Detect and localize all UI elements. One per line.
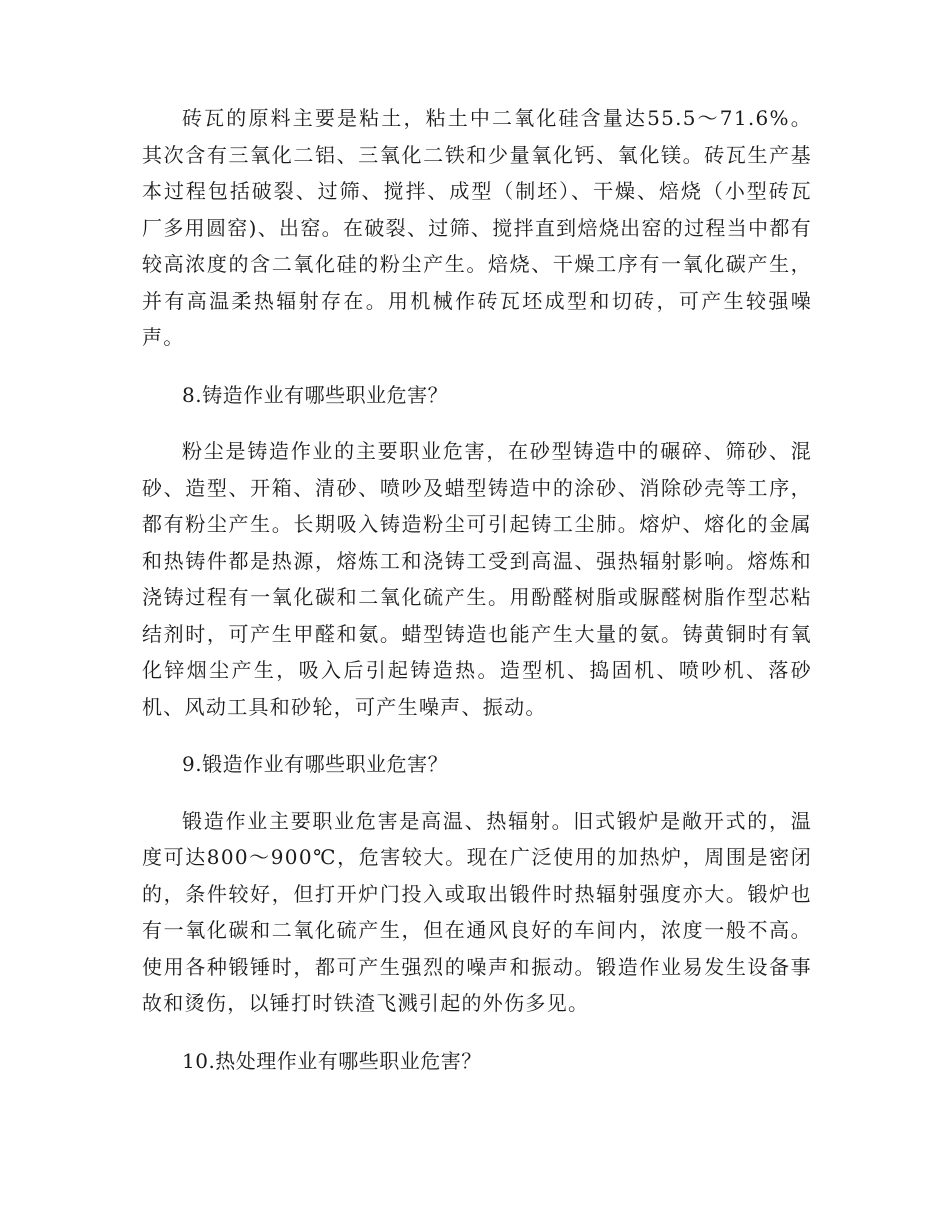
document-page [142, 100, 812, 1079]
question-8-heading: 8.铸造作业有哪些职业危害？ [182, 382, 449, 407]
answer-8-paragraph: 粉尘是铸造作业的主要职业危害，在砂型铸造中的碾碎、筛砂、混砂、造型、开箱、清砂、喷吵及蜡型铸造中的涂砂、消除砂壳等工序，都有粉尘产生。长期吸入铸造粉尘可引起铸工尘肺。熔炉、熔化的金属和热铸件都是热源，熔炼工和浇铸工受到高温、强热辐射影响。熔炼和浇铸过程有一氧化碳和二氧化硫产生。用酚醛树脂或脲醛树脂作型芯粘结剂时，可产生甲醛和氨。蜡型铸造也能产生大量的氨。铸黄铜时有氧化锌烟尘产生，吸入后引起铸造热。造型机、捣固机、喷吵机、落砂机、风动工具和砂轮，可产生噪声、振动。 [142, 439, 812, 719]
paragraph-brick-materials: 砖瓦的原料主要是粘土，粘土中二氧化硅含量达55.5～71.6%。其次含有三氧化二铝、三氧化二铁和少量氧化钙、氧化镁。砖瓦生产基本过程包括破裂、过筛、搅拌、成型（制坯）、干燥、焙烧（小型砖瓦厂多用圆窑)、出窑。在破裂、过筛、搅拌直到焙烧出窑的过程当中都有较高浓度的含二氧化硅的粉尘产生。焙烧、干燥工序有一氧化碳产生，并有高温柔热辐射存在。用机械作砖瓦坯成型和切砖，可产生较强噪声。 [142, 106, 812, 349]
question-9-heading: 9.锻造作业有哪些职业危害？ [182, 752, 449, 776]
answer-9-paragraph: 锻造作业主要职业危害是高温、热辐射。旧式锻炉是敞开式的，温度可达800～900℃，危害较大。现在广泛使用的加热炉，周围是密闭的，条件较好，但打开炉门投入或取出锻件时热辐射强度亦大。锻炉也有一氧化碳和二氧化硫产生，但在通风良好的车间内，浓度一般不高。使用各种锻锤时，都可产生强烈的噪声和振动。锻造作业易发生设备事故和烫伤，以锤打时铁渣飞溅引起的外伤多见。 [142, 808, 812, 1015]
question-10-heading: 10.热处理作业有哪些职业危害？ [182, 1048, 482, 1073]
